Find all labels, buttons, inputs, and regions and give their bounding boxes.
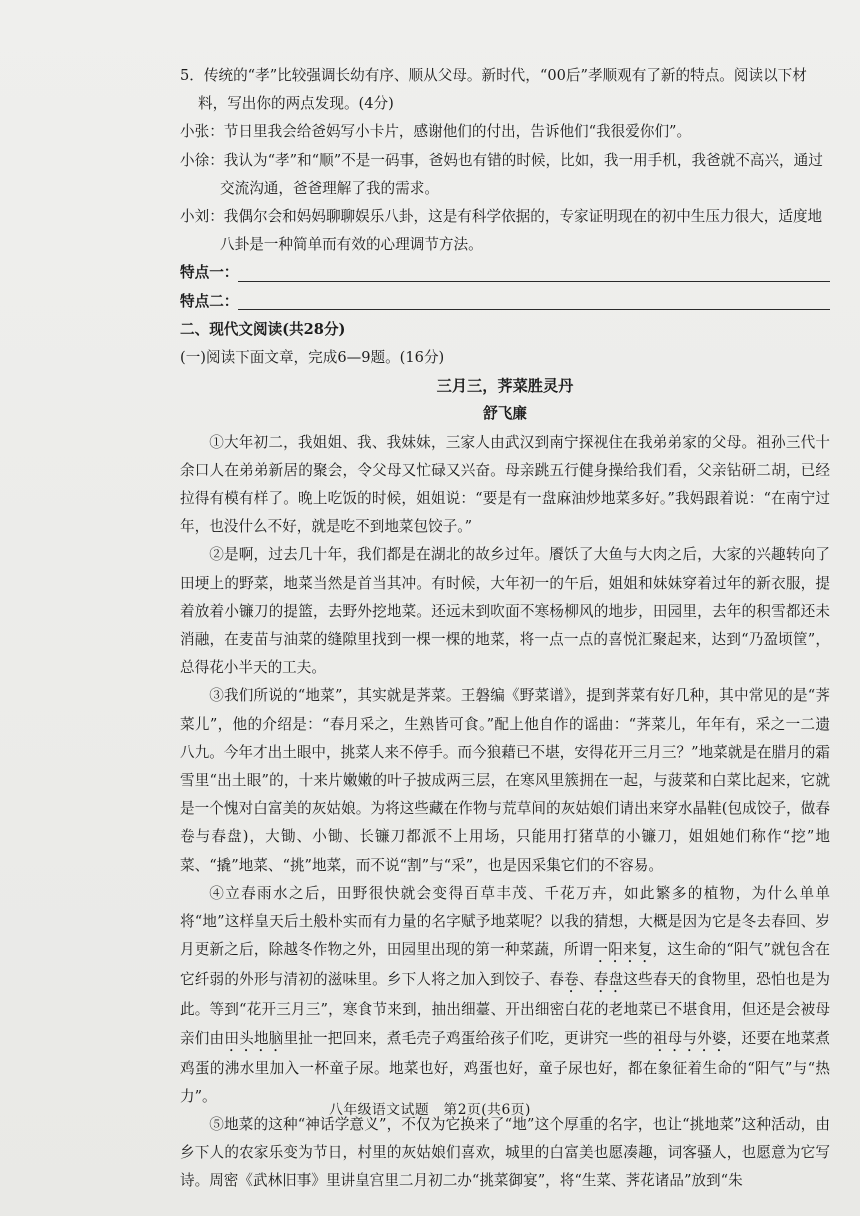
paragraph-4-part-a: ④立春雨水之后，田野很快就会变得百草丰茂、千花万卉，如此繁多的植物，为什么单单将“地”这样皇天后土般朴实而有力量的名字赋予地菜呢？以我的猜想，大概是因为它是冬去春回、岁月更新之后，除越冬作物之外，田园里出现的第一种菜蔬，所谓 [180,884,830,959]
emphasis-zumuyuwaipo: 祖母与外婆 [652,1029,727,1047]
speaker-xiaoxu: 小徐：我认为“孝”和“顺”不是一码事，爸妈也有错的时候，比如，我一用手机，我爸就不高兴，通过交流沟通，爸爸理解了我的需求。 [180,151,823,197]
answer-line-1[interactable] [180,259,830,287]
question-5-title: 5．传统的“孝”比较强调长幼有序、顺从父母。新时代，“00后”孝顺观有了新的特点。阅读以下材料，写出你的两点发现。(4分) [180,67,807,113]
emphasis-tiantoudinao: 田头地脑 [224,1029,284,1047]
answer-label-2: 特点二： [180,292,239,310]
article-author: 舒飞廉 [483,405,527,423]
paragraph-2: ②是啊，过去几十年，我们都是在湖北的故乡过年。餍饫了大鱼与大肉之后，大家的兴趣转向了田埂上的野菜，地菜当然是首当其冲。有时候，大年初一的午后，姐姐和妹妹穿着过年的新衣服，提着放着小镰刀的提篮，去野外挖地菜。还远未到吹面不寒杨柳风的地步，田园里，去年的积雪都还未消融，在麦苗与油菜的缝隙里找到一棵一棵的地菜，将一点一点的喜悦汇聚起来，达到“乃盈顷筐”，总得花小半天的工夫。 [180,546,830,677]
paragraph-4-part-b: ，这生命的“阳气”就包含在它纤弱的外形与清初的滋味里。乡下人将之加入到饺子、春 [180,941,830,989]
speaker-xiaoliu: 小刘：我偶尔会和妈妈聊聊娱乐八卦，这是有科学依据的，专家证明现在的初中生压力很大，适度地八卦是一种简单而有效的心理调节方法。 [180,208,823,254]
answer-label-1: 特点一： [180,264,239,282]
paragraph-4-part-f: ，还要在地菜煮鸡蛋的沸水里加入一杯童子尿。地菜也好，鸡蛋也好，童子尿也好，都在象征着生命的“阳气”与“热力”。 [180,1029,830,1105]
paragraph-4-part-d: 这些春天的食物里，恐怕也是为此。等到“花开三月三”，寒食节来到，抽出细薹、开出细密白花的老地菜已不堪食用，但还是会被母亲们由 [180,971,830,1047]
speaker-xiaozhang: 小张：节日里我会给爸妈写小卡片，感谢他们的付出，告诉他们“我很爱你们”。 [180,123,692,141]
paragraph-4-part-c: 、 [578,971,594,989]
emphasis-chunpan: 春盘 [593,971,624,989]
paragraph-5: ⑤地菜的这种“神话学意义”，不仅为它换来了“地”这个厚重的名字，也让“挑地菜”这种活动，由乡下人的农家乐变为节日，村里的灰姑娘们喜欢，城里的白富美也愿凑趣，词客骚人，也愿意为它写诗。周密《武林旧事》里讲皇宫里二月初二办“挑菜御宴”，将“生菜、荠花诸品”放到“朱 [180,1115,830,1190]
answer-blank-1[interactable] [238,261,830,282]
emphasis-yiyanglaifu: 一阳来复 [593,941,653,959]
answer-blank-2[interactable] [238,289,830,310]
paragraph-1: ①大年初二，我姐姐、我、我妹妹，三家人由武汉到南宁探视住在我弟弟家的父母。祖孙三代十余口人在弟弟新居的聚会，令父母又忙碌又兴奋。母亲跳五行健身操给我们看，父亲钻研二胡，已经拉得有模有样了。晚上吃饭的时候，姐姐说：“要是有一盘麻油炒地菜多好。”我妈跟着说：“在南宁过年，也没什么不好，就是吃不到地菜包饺子。” [180,433,830,536]
section-2-heading: 二、现代文阅读(共28分) [180,320,346,338]
page-footer: 八年级语文试题 第2页(共6页) [329,1102,531,1118]
article-title: 三月三，荠菜胜灵丹 [436,377,574,396]
paragraph-3: ③我们所说的“地菜”，其实就是荠菜。王磐编《野菜谱》，提到荠菜有好几种，其中常见的是“荠菜儿”，他的介绍是：“春月采之，生熟皆可食。”配上他自作的谣曲：“荠菜儿，年年有，采之一二遗八九。今年才出土眼中，挑菜人来不停手。而今狼藉已不堪，安得花开三月三？”地菜就是在腊月的霜雪里“出土眼”的，十来片嫩嫩的叶子披成两三层，在寒风里簇拥在一起，与菠菜和白菜比起来，它就是一个愧对白富美的灰姑娘。为将这些藏在作物与荒草间的灰姑娘们请出来穿水晶鞋(包成饺子，做春卷与春盘)，大锄、小锄、长镰刀都派不上用场，只能用打猪草的小镰刀，姐姐她们称作“挖”地菜、“撬”地菜、“挑”地菜，而不说“割”与“采”，也是因采集它们的不容易。 [180,687,830,874]
paragraph-4 [180,880,830,1111]
page-content [180,62,830,1196]
emphasis-juan: 卷 [564,971,579,989]
paragraph-4-part-e: 里扯一把回来，煮毛壳子鸡蛋给孩子们吃，更讲究一些的 [283,1029,653,1047]
answer-line-2[interactable] [180,288,830,316]
section-2-subheading: (一)阅读下面文章，完成6—9题。(16分) [180,349,445,367]
